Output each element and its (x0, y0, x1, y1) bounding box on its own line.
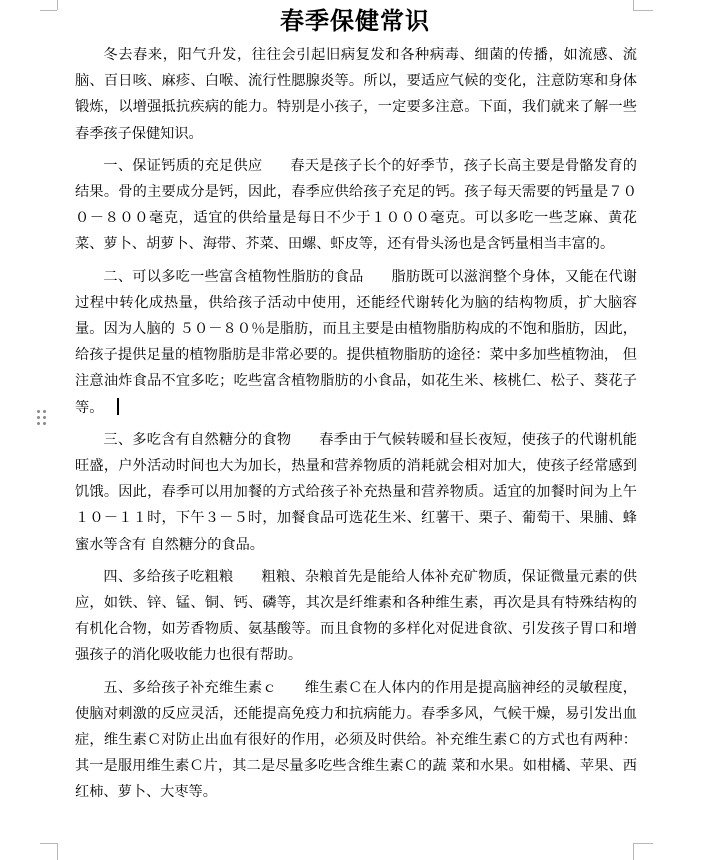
section-heading: 四、多给孩子吃粗粮 (103, 568, 234, 585)
section-paragraph-vitamin-c[interactable] (75, 675, 637, 806)
paragraph-text: 维生素Ｃ在人体内的作用是提高脑神经的灵敏程度，使脑对刺激的反应灵活，还能提高免疫力和抗病能力。春季多风，气候干燥，易引发出血症，维生素Ｃ对防止出血有很好的作用，必须及时供给。补充维生素Ｃ的方式也有两种：其一是服用维生素Ｃ片，其二是尽量多吃些含维生素Ｃ的蔬 菜和水果。如柑橘、苹果、西红柿、萝卜、大枣等。 (75, 679, 637, 801)
section-heading: 一、保证钙质的充足供应 (103, 157, 263, 174)
paragraph-text: 春季由于气候转暖和昼长夜短，使孩子的代谢机能旺盛，户外活动时间也大为加长，热量和营养物质的消耗就会相对加大，使孩子经常感到饥饿。因此，春季可以用加餐的方式给孩子补充热量和营养物质。适宜的加餐时间为上午１０－１１时，下午３－５时，加餐食品可选花生米、红薯干、栗子、葡萄干、果脯、蜂蜜水等含有 自然糖分的食品。 (75, 431, 637, 553)
paragraph-text: 冬去春来，阳气升发，往往会引起旧病复发和各种病毒、细菌的传播，如流感、流脑、百日咳、麻疹、白喉、流行性腮腺炎等。所以，要适应气候的变化，注意防寒和身体锻炼，以增强抵抗疾病的能力。特别是小孩子，一定要多注意。下面，我们就来了解一些春季孩子保健知识。 (75, 47, 637, 142)
section-paragraph-sugar[interactable] (75, 427, 637, 558)
crop-mark (633, 843, 634, 860)
crop-mark (57, 843, 58, 860)
section-heading: 二、可以多吃一些富含植物性脂肪的食品 (103, 268, 364, 285)
intro-paragraph[interactable] (75, 42, 637, 147)
section-paragraph-fat[interactable] (75, 264, 637, 421)
section-heading: 三、多吃含有自然糖分的食物 (103, 431, 292, 448)
drag-handle-icon[interactable] (37, 410, 47, 426)
paragraph-text: 春天是孩子长个的好季节，孩子长高主要是骨骼发育的结果。骨的主要成分是钙，因此，春季应供给孩子充足的钙。孩子每天需要的钙量是７００－８００毫克，适宜的供给量是每日不少于１０００毫克。可以多吃一些芝麻、黄花菜、萝卜、胡萝卜、海带、芥菜、田螺、虾皮等，还有骨头汤也是含钙量相当丰富的。 (75, 157, 637, 253)
paragraph-text: 脂肪既可以滋润整个身体，又能在代谢过程中转化成热量，供给孩子活动中使用，还能经代谢转化为脑的结构物质，扩大脑容量。因为人脑的 ５０－８０％是脂肪，而且主要是由植物脂肪构成的不饱和脂肪，因此，给孩子提供足量的植物脂肪是非常必要的。提供植物脂肪的途径：菜中多加些植物油， 但注意油炸食品不宜多吃；吃些富含植物脂肪的小食品，如花生米、核桃仁、松子、葵花子等。 (75, 268, 637, 416)
document-title[interactable]: 春季保健常识 (280, 6, 430, 35)
crop-mark (633, 843, 653, 844)
paragraph-text: 粗粮、杂粮首先是能给人体补充矿物质，保证微量元素的供应，如铁、锌、锰、铜、钙、磷等，其次是纤维素和各种维生素，再次是具有特殊结构的有机化合物，如芳香物质、氨基酸等。而且食物的多样化对促进食欲、引发孩子胃口和增强孩子的消化吸收能力也很有帮助。 (75, 568, 637, 664)
section-paragraph-calcium[interactable] (75, 153, 637, 258)
section-paragraph-grains[interactable] (75, 564, 637, 669)
document-body[interactable] (75, 42, 637, 812)
crop-mark (40, 843, 57, 844)
section-heading: 五、多给孩子补充维生素ｃ (103, 679, 277, 696)
text-cursor-icon (117, 398, 119, 415)
